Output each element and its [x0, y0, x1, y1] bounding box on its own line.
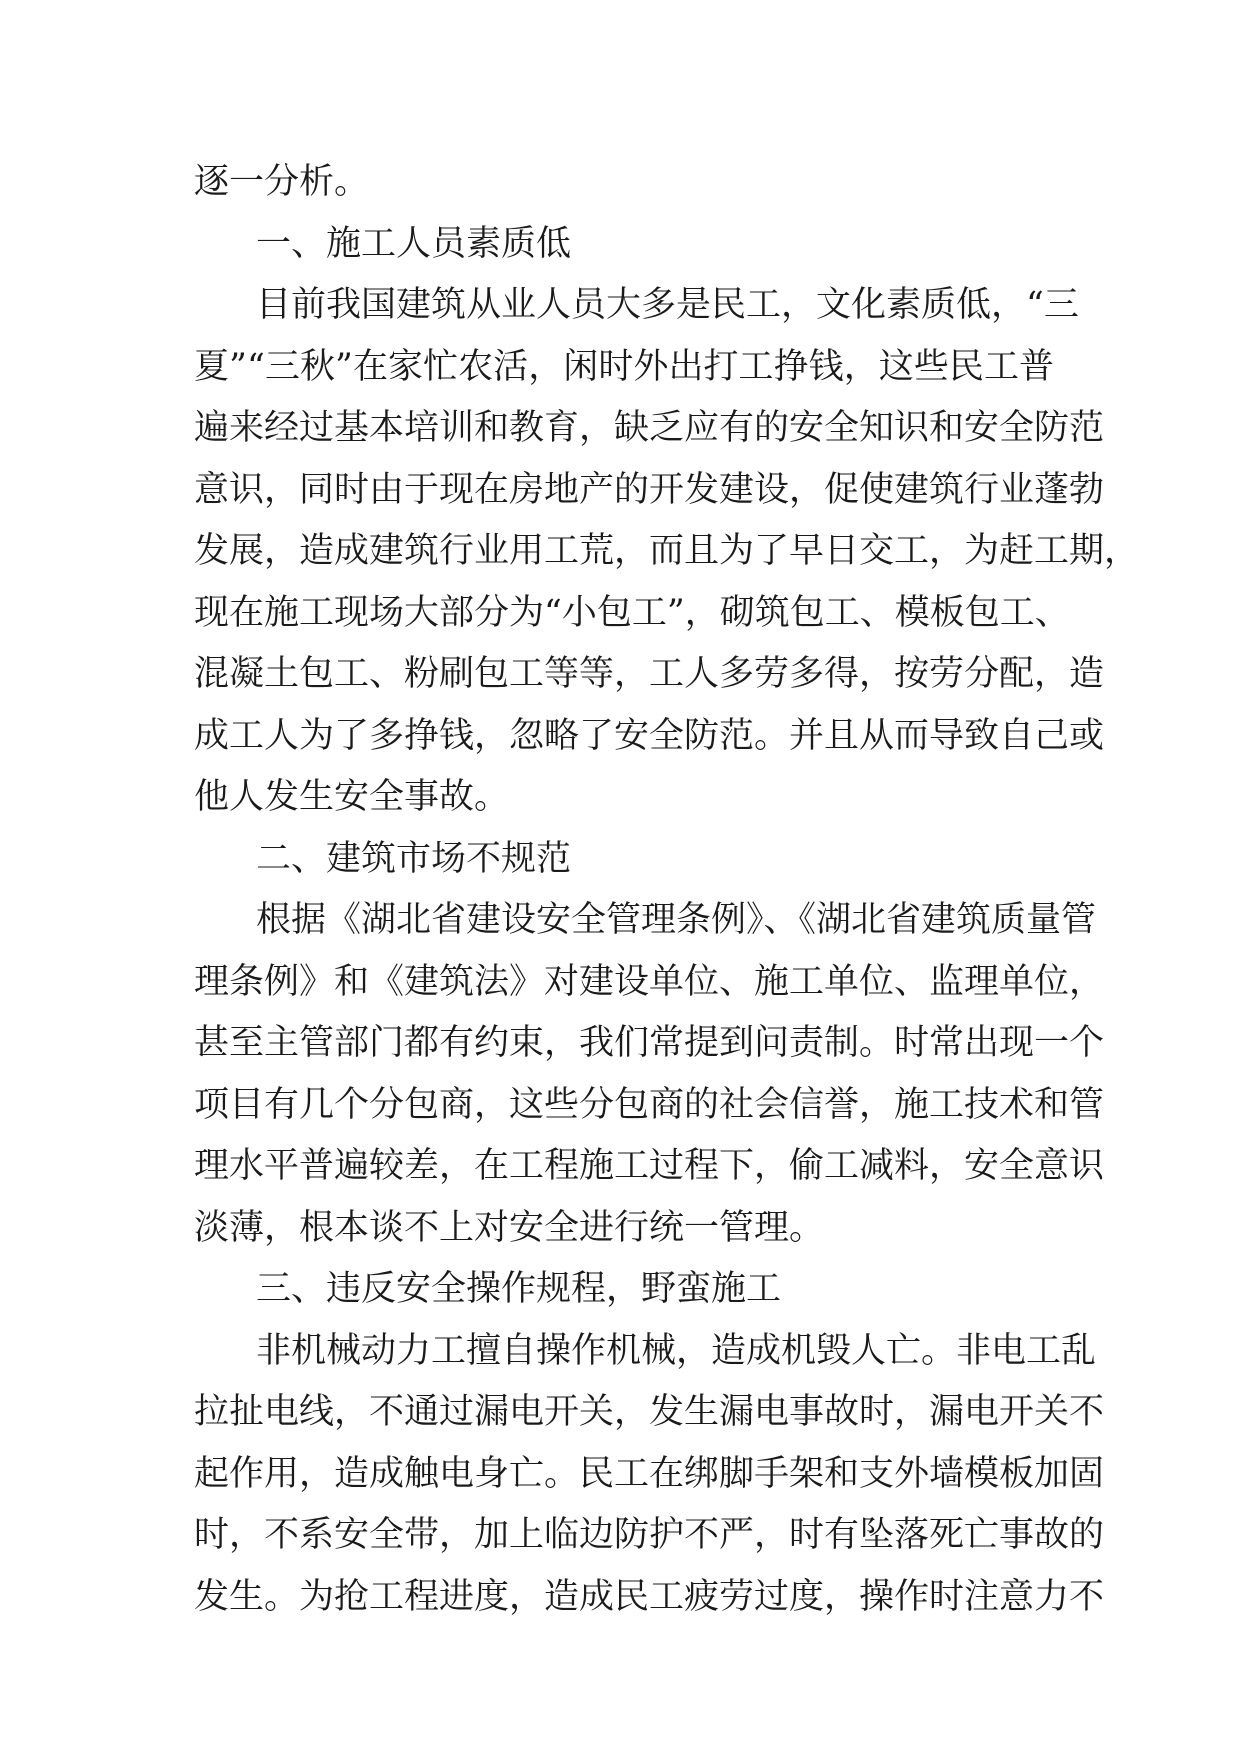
document-body [194, 152, 1140, 1628]
text-line: 现在施工现场大部分为“小包工”，砌筑包工、模板包工、 [194, 592, 1070, 633]
text-line: 项目有几个分包商，这些分包商的社会信誉，施工技术和管 [194, 1084, 1105, 1125]
text-line: 拉扯电线，不通过漏电开关，发生漏电事故时，漏电开关不 [194, 1392, 1105, 1432]
text-line: 理水平普遍较差，在工程施工过程下，偷工减料，安全意识 [194, 1146, 1105, 1186]
text-line: 成工人为了多挣钱，忽略了安全防范。并且从而导致自己或 [194, 715, 1105, 756]
text-line: 理条例》和《建筑法》对建设单位、施工单位、监理单位， [194, 961, 1105, 1002]
text-line: 混凝土包工、粉刷包工等等，工人多劳多得，按劳分配，造 [194, 654, 1105, 694]
text-line: 逐一分析。 [194, 162, 370, 202]
text-line: 甚至主管部门都有约束，我们常提到问责制。时常出现一个 [194, 1023, 1105, 1063]
text-line: 起作用，造成触电身亡。民工在绑脚手架和支外墙模板加固 [194, 1453, 1105, 1494]
paragraph-first-line: 三、违反安全操作规程，野蛮施工 [256, 1269, 782, 1309]
text-line: 夏”“三秋”在家忙农活，闲时外出打工挣钱，这些民工普 [194, 346, 1054, 387]
text-line: 淡薄，根本谈不上对安全进行统一管理。 [194, 1207, 825, 1248]
paragraph-first-line: 非机械动力工擅自操作机械，造成机毁人亡。非电工乱 [256, 1330, 1097, 1371]
paragraph-first-line: 根据《湖北省建设安全管理条例》、《湖北省建筑质量管 [256, 900, 1097, 940]
text-line: 发展，造成建筑行业用工荒，而且为了早日交工，为赶工期， [194, 531, 1140, 571]
paragraph-first-line: 一、施工人员素质低 [256, 223, 572, 264]
text-line: 发生。为抢工程进度，造成民工疲劳过度，操作时注意力不 [194, 1576, 1105, 1617]
text-line: 遍来经过基本培训和教育，缺乏应有的安全知识和安全防范 [194, 408, 1105, 448]
text-line: 意识，同时由于现在房地产的开发建设，促使建筑行业蓬勃 [194, 469, 1105, 510]
text-line: 他人发生安全事故。 [194, 777, 510, 817]
paragraph-first-line: 目前我国建筑从业人员大多是民工，文化素质低，“三 [256, 285, 1079, 325]
paragraph-first-line: 二、建筑市场不规范 [256, 838, 572, 879]
text-line: 时，不系安全带，加上临边防护不严，时有坠落死亡事故的 [194, 1515, 1105, 1555]
